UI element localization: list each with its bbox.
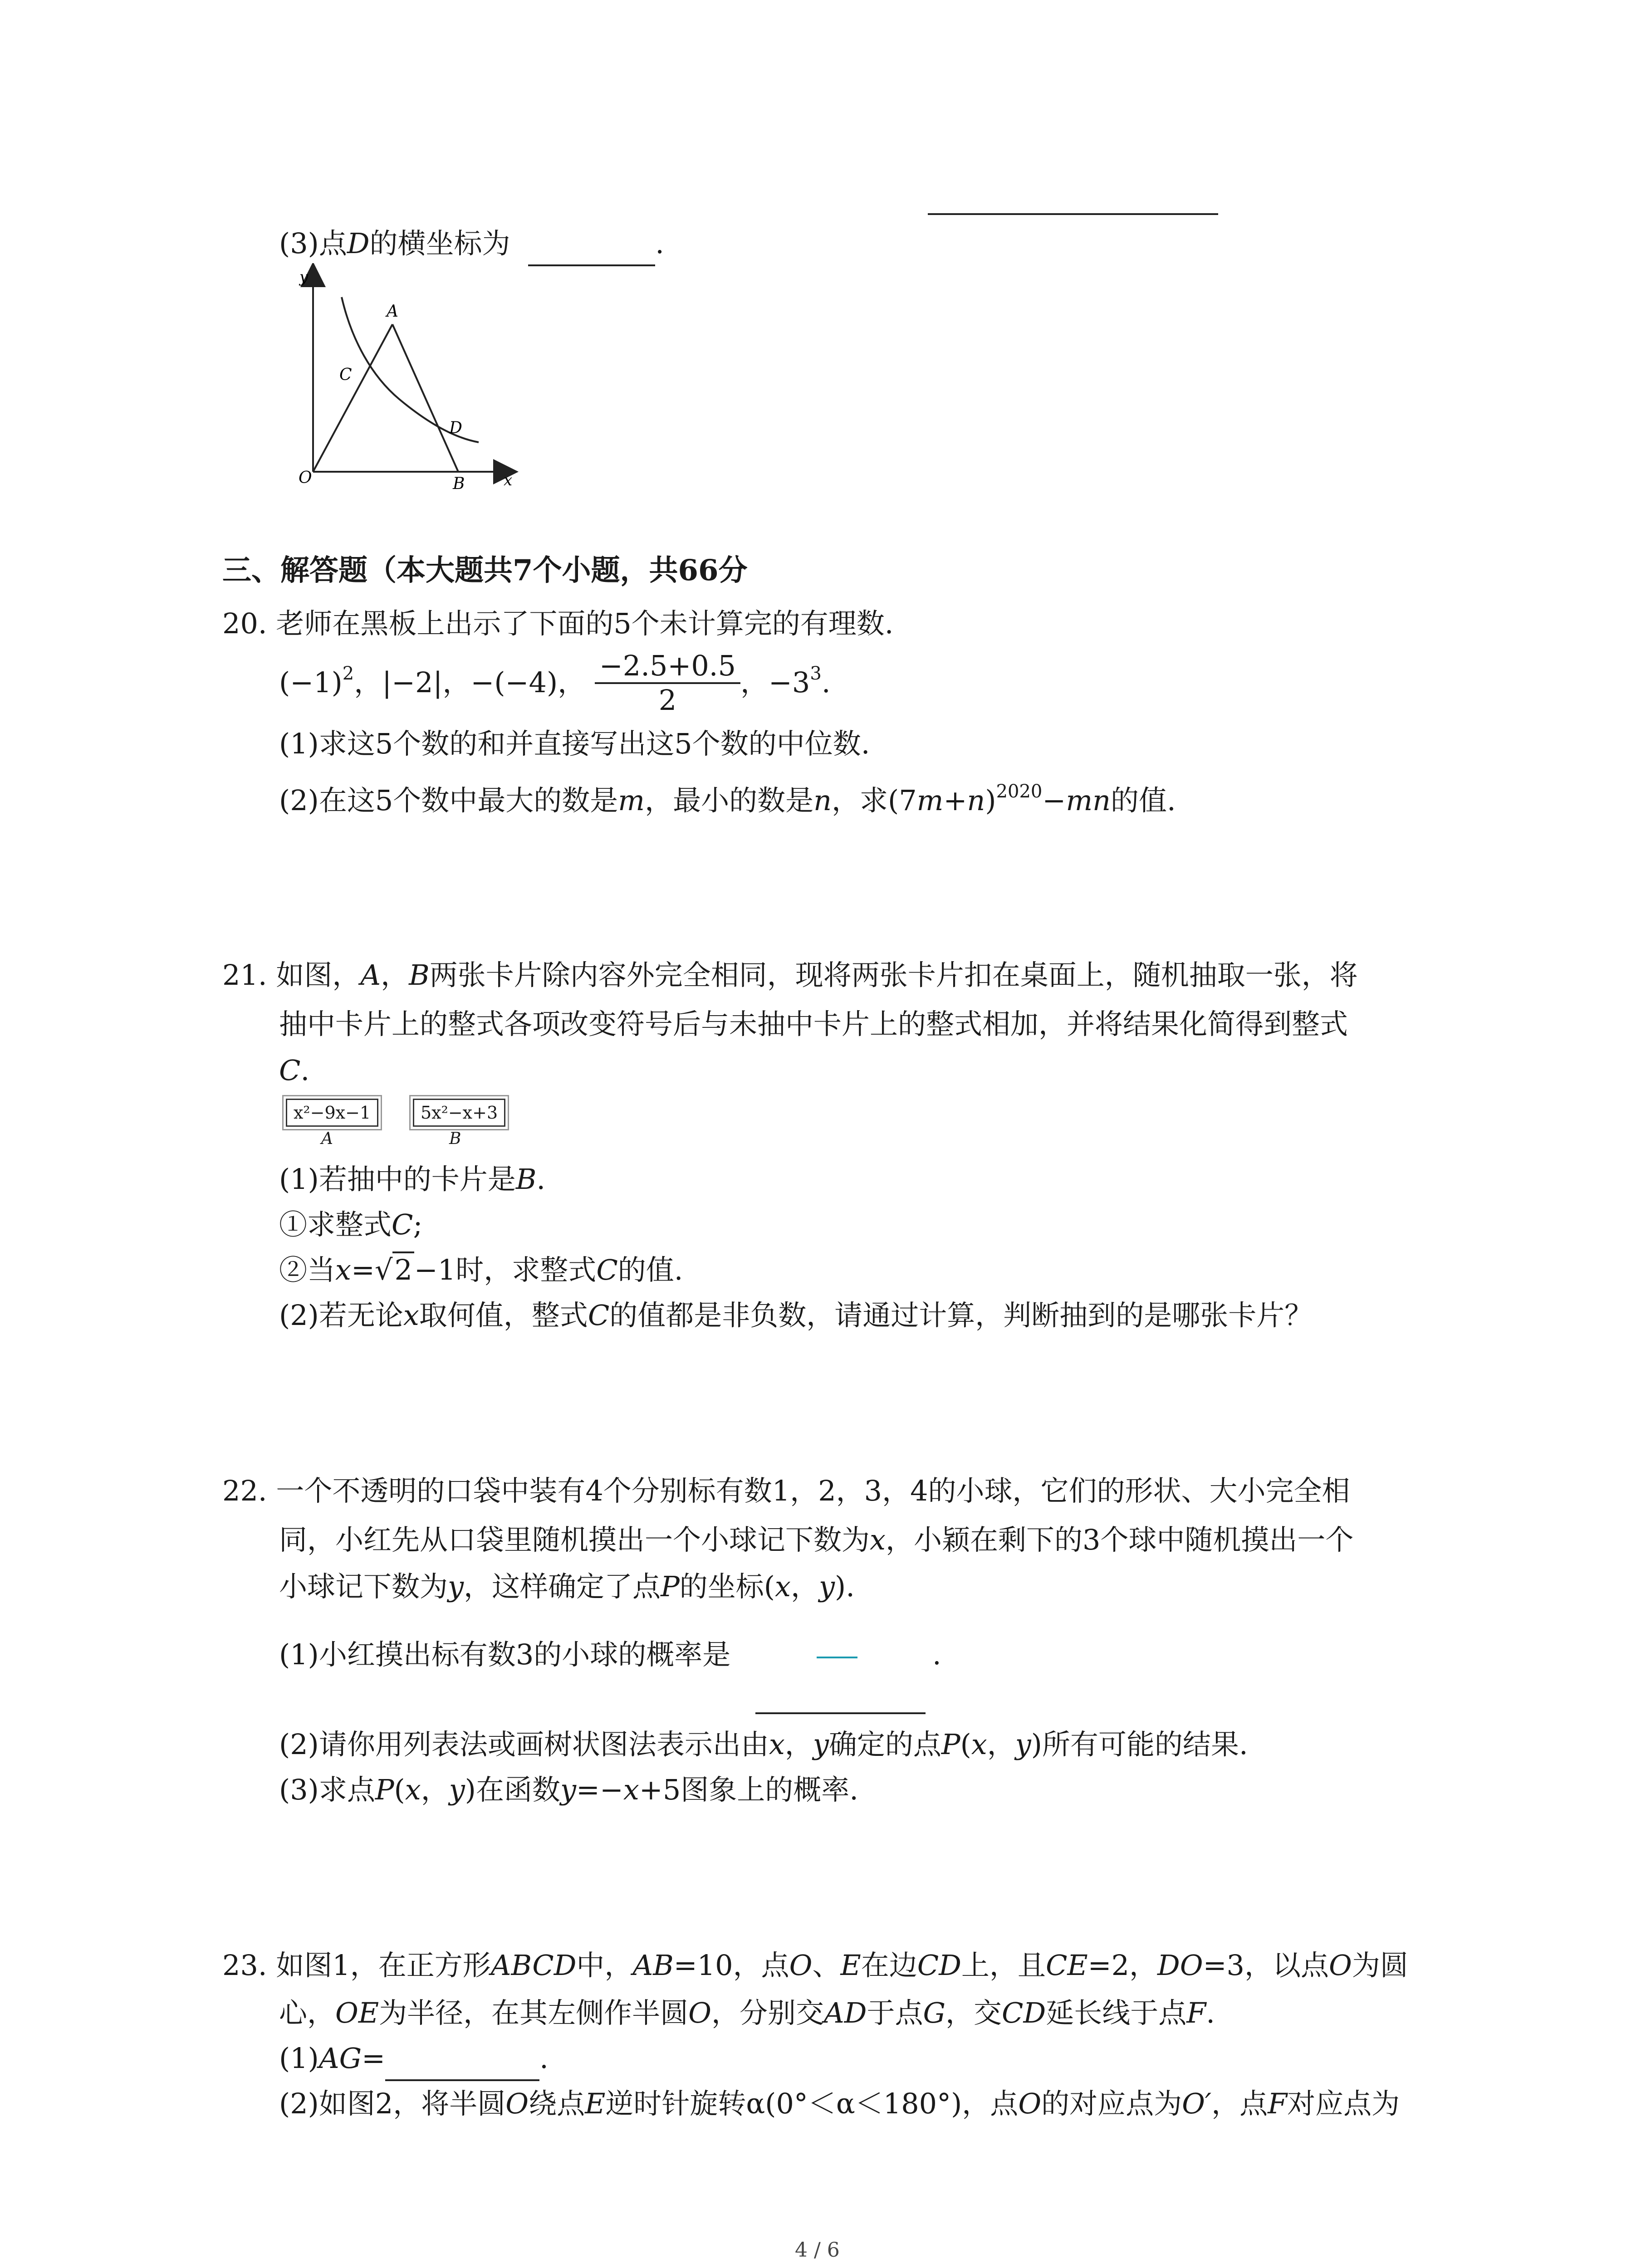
q23-part1: (1)AG= . (279, 2040, 549, 2081)
label-O: O (299, 469, 312, 487)
segment-AB (392, 324, 458, 472)
card-A-label: A (321, 1129, 333, 1148)
q19-answer-blank[interactable] (528, 228, 655, 266)
q22-line3: 小球记下数为y，这样确定了点P的坐标(x，y). (279, 1570, 855, 1603)
page-number: 4 / 6 (795, 2239, 840, 2262)
top-answer-line (928, 213, 1218, 215)
label-A: A (387, 302, 398, 321)
q22-part1: (1)小红摸出标有数3的小球的概率是 (279, 1638, 731, 1671)
q23-part2: (2)如图2，将半圆O绕点E逆时针旋转α(0°＜α＜180°)，点O的对应点为O′，点F对应点为 (279, 2087, 1400, 2120)
q22-part1-end: . (932, 1638, 941, 1671)
q22-part2: (2)请你用列表法或画树状图法表示出由x，y确定的点P(x，y)所有可能的结果. (279, 1728, 1248, 1761)
q21-part1b: ②当x=√2−1时，求整式C的值. (279, 1252, 683, 1288)
q22-line2: 同，小红先从口袋里随机摸出一个小球记下数为x，小颖在剩下的3个球中随机摸出一个 (279, 1523, 1354, 1556)
x-axis-label: x (504, 471, 513, 489)
card-A: x²−9x−1 (286, 1099, 378, 1127)
q20-stem: 20. 老师在黑板上出示了下面的5个未计算完的有理数. (222, 607, 894, 640)
y-axis-label: y (299, 268, 309, 286)
label-D: D (449, 419, 462, 437)
q22-answer-blank[interactable] (755, 1712, 926, 1714)
section-heading: 三、解答题（本大题共7个小题，共66分 (222, 553, 748, 587)
card-B-label: B (449, 1129, 461, 1148)
q20-numbers: $(-1)^2$，|−2|，−(−4)， $\frac{-2.5+0.5}{2}$ ，$-3^3$. (279, 649, 831, 717)
q21-line2: 抽中卡片上的整式各项改变符号后与未抽中卡片上的整式相加，并将结果化简得到整式 (279, 1007, 1348, 1041)
q22-answer-fraction-bar (817, 1657, 857, 1658)
q22-part3: (3)求点P(x，y)在函数y=−x+5图象上的概率. (279, 1773, 858, 1806)
q20-part2: (2)在这5个数中最大的数是m，最小的数是n，求$(7m+n)^{2020}-mn$的值. (279, 781, 1176, 817)
q21-line3: C. (279, 1054, 310, 1087)
q21-part2: (2)若无论x取何值，整式C的值都是非负数，请通过计算，判断抽到的是哪张卡片？ (279, 1299, 1313, 1332)
q23-line1: 23. 如图1，在正方形ABCD中，AB=10，点O、E在边CD上，且CE=2，DO=3，以点O为圆 (222, 1949, 1408, 1982)
q19-part3: (3)点D的横坐标为 . (279, 225, 664, 266)
q20-part1: (1)求这5个数的和并直接写出这5个数的中位数. (279, 727, 870, 760)
card-B: 5x²−x+3 (413, 1099, 505, 1127)
function-graph (268, 263, 531, 494)
q21-part1: (1)若抽中的卡片是B. (279, 1163, 546, 1196)
label-C: C (339, 366, 352, 384)
label-B: B (453, 474, 465, 493)
segment-OA (313, 324, 392, 472)
q23-answer-blank[interactable] (385, 2043, 539, 2081)
q20-fraction: $\frac{-2.5+0.5}{2}$ (595, 650, 740, 717)
sqrt-symbol: √2 (375, 1252, 414, 1288)
q21-part1a: ①求整式C; (279, 1208, 423, 1241)
q23-line2: 心，OE为半径，在其左侧作半圆O，分别交AD于点G，交CD延长线于点F. (279, 1996, 1215, 2029)
q21-line1: 21. 如图，A，B两张卡片除内容外完全相同，现将两张卡片扣在桌面上，随机抽取一张，将 (222, 958, 1358, 992)
q22-line1: 22. 一个不透明的口袋中装有4个分别标有数1，2，3，4的小球，它们的形状、大小完全相 (222, 1474, 1350, 1507)
